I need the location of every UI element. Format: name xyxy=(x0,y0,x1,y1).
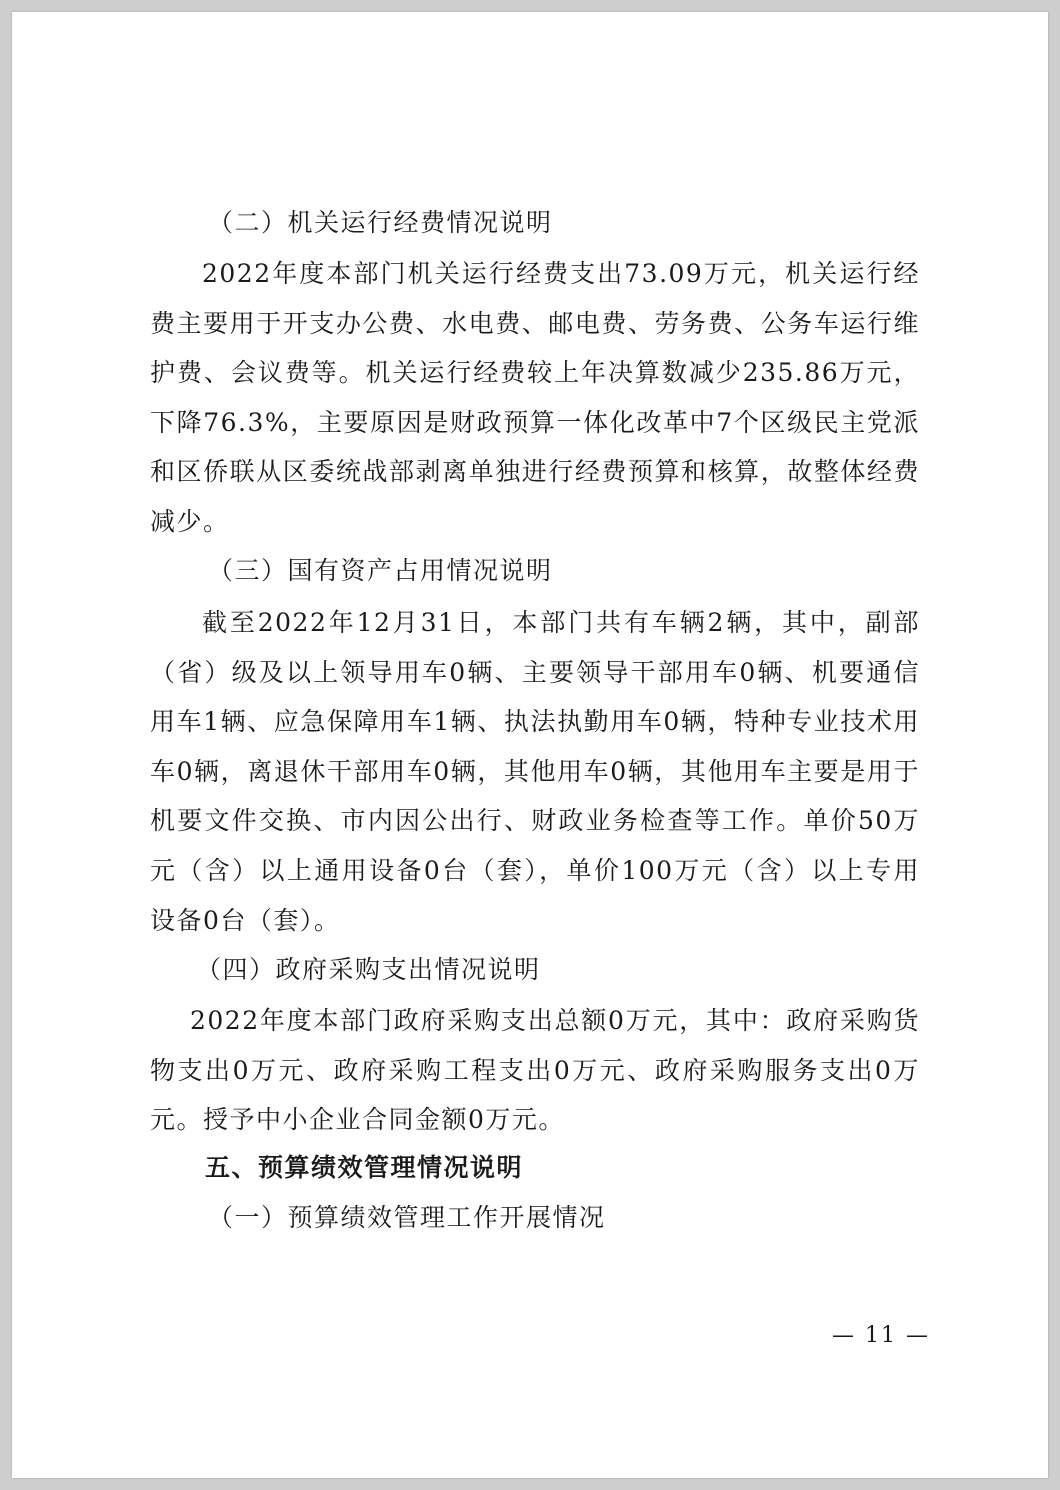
section-2-heading: （二）机关运行经费情况说明 xyxy=(208,208,553,237)
chapter-5-heading: 五、预算绩效管理情况说明 xyxy=(205,1153,524,1182)
section-3-heading: （三）国有资产占用情况说明 xyxy=(208,556,553,585)
section-2-paragraph: 2022年度本部门机关运行经费支出73.09万元，机关运行经费主要用于开支办公费、水电费、邮电费、劳务费、公务车运行维护费、会议费等。机关运行经费较上年决算数减少235.86万元，下降76.3%，主要原因是财政预算一体化改革中7个区级民主党派和区侨联从区委统战部剥离单独进行经费预算和核算，故整体经费减少。 xyxy=(150,259,920,536)
section-4-paragraph: 2022年度本部门政府采购支出总额0万元，其中：政府采购货物支出0万元、政府采购工程支出0万元、政府采购服务支出0万元。授予中小企业合同金额0万元。 xyxy=(150,1006,920,1135)
page-number: — 11 — xyxy=(832,1323,930,1348)
section-4-heading: （四）政府采购支出情况说明 xyxy=(196,955,541,984)
chapter-5-subheading-1: （一）预算绩效管理工作开展情况 xyxy=(208,1203,606,1232)
section-3-paragraph: 截至2022年12月31日，本部门共有车辆2辆，其中，副部（省）级及以上领导用车0辆、主要领导干部用车0辆、机要通信用车1辆、应急保障用车1辆、执法执勤用车0辆，特种专业技术用车0辆，离退休干部用车0辆，其他用车0辆，其他用车主要是用于机要文件交换、市内因公出行、财政业务检查等工作。单价50万元（含）以上通用设备0台（套），单价100万元（含）以上专用设备0台（套）。 xyxy=(150,608,920,935)
